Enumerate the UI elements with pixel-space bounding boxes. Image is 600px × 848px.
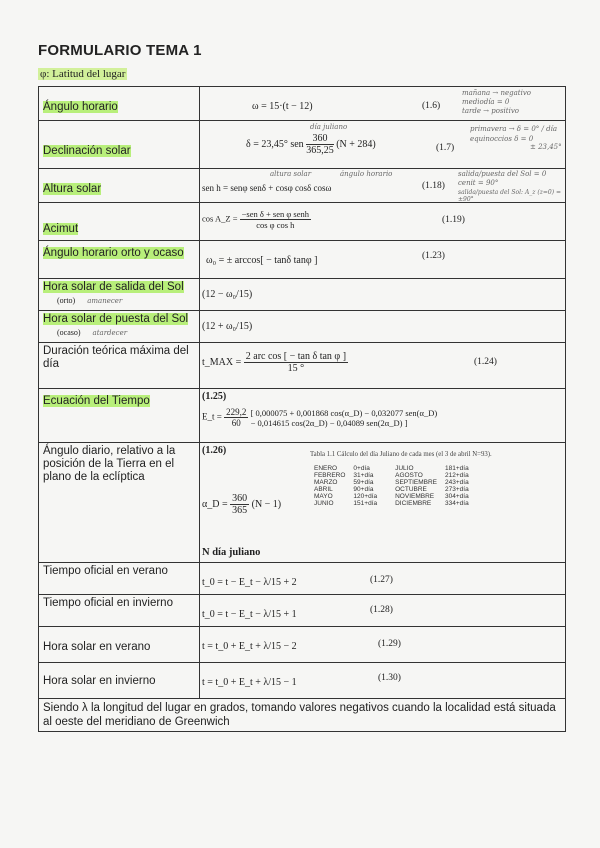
formula-cell <box>200 389 566 443</box>
latitude-label: φ: Latitud del lugar <box>40 68 126 80</box>
equation-number: (1.6) <box>422 101 441 111</box>
equation-number: (1.19) <box>442 215 465 225</box>
handwritten-note: día juliano <box>310 123 348 131</box>
handwritten-note: mañana → negativo <box>462 89 532 97</box>
handwritten-note: salida/puesta del Sol = 0 <box>458 170 547 178</box>
row-label: Declinación solar <box>39 121 200 169</box>
row-label: Ángulo horario <box>39 87 200 121</box>
table-row <box>39 443 566 563</box>
table-row <box>39 389 566 443</box>
handwritten-note: salida/puesta del Sol: A_z (z=0) = ±90° <box>458 189 561 203</box>
formula: t_0 = t − E_t − λ/15 + 1 <box>202 609 297 620</box>
formula-cell <box>200 203 566 241</box>
row-label: Tiempo oficial en invierno <box>39 595 200 627</box>
formula: α_D = $\frac{360}{365}$ (N − 1) <box>202 493 282 516</box>
table-row <box>39 121 566 169</box>
equation-number: (1.30) <box>378 673 401 683</box>
table-row <box>39 87 566 121</box>
formula: t = t_0 + E_t + λ/15 − 2 <box>202 641 297 652</box>
row-label: Hora solar de puesta del Sol (ocaso) atardecer <box>39 311 200 343</box>
formula-cell <box>200 279 566 311</box>
handwritten-note: mediodía = 0 <box>462 98 510 106</box>
formula: t_0 = t − E_t − λ/15 + 2 <box>202 577 297 588</box>
formula: t = t_0 + E_t + λ/15 − 1 <box>202 677 297 688</box>
row-label: Duración teórica máxima del día <box>39 343 200 389</box>
table-row <box>39 203 566 241</box>
row-label: Hora solar de salida del Sol (orto) amanecer <box>39 279 200 311</box>
table-row <box>39 699 566 732</box>
formula-cell <box>200 311 566 343</box>
formula: cos A_Z = $\frac{\text{−sen δ + sen φ senh}}{\text{cos φ cos h}}$ <box>202 209 309 230</box>
row-label: Altura solar <box>39 169 200 203</box>
formula-cell <box>200 627 566 663</box>
table-row <box>39 311 566 343</box>
table-row <box>39 169 566 203</box>
formula: (12 − ω₀/15) <box>202 289 253 300</box>
formula-cell <box>200 443 566 563</box>
formula-cell <box>200 595 566 627</box>
formula-cell <box>200 87 566 121</box>
equation-number: (1.18) <box>422 181 445 191</box>
table-row: MAYO 120+día NOVIEMBRE 304+día <box>314 493 469 500</box>
formula-cell <box>200 121 566 169</box>
handwritten-note: cenit = 90° <box>458 179 499 187</box>
row-label: Ecuación del Tiempo <box>39 389 200 443</box>
table-row: ENERO 0+día JULIO 181+día <box>314 465 469 472</box>
table-row: MARZO 59+día SEPTIEMBRE 243+día <box>314 479 469 486</box>
row-label: Hora solar en verano <box>39 627 200 663</box>
formula: δ = 23,45° sen $\frac{360}{365,25}$ (N + 284) <box>246 133 376 156</box>
equation-number: (1.27) <box>370 575 393 585</box>
row-label: Ángulo diario, relativo a la posición de la Tierra en el plano de la eclíptica <box>39 443 200 563</box>
page-title: FORMULARIO TEMA 1 <box>38 42 202 59</box>
row-label: Hora solar en invierno <box>39 663 200 699</box>
handwritten-note: altura solar <box>270 170 312 178</box>
equation-number: (1.23) <box>422 251 445 261</box>
table-row <box>39 279 566 311</box>
handwritten-note: equinoccios δ = 0 <box>470 135 534 143</box>
table-row: ABRIL 90+día OCTUBRE 273+día <box>314 486 469 493</box>
formula: E_t = $\frac{229,2}{60}$ [ 0,000075 + 0,001868 cos(α_D) − 0,032077 sen(α_D) − 0,014615 cos(2α_D) − 0,04089 sen(2α_D) ] <box>202 407 438 428</box>
formula: ω₀ = ± arccos[ − tanδ tanφ ] <box>206 255 318 266</box>
handwritten-note: ángulo horario <box>340 170 393 178</box>
formula: (12 + ω₀/15) <box>202 321 253 332</box>
handwritten-note: ± 23,45° <box>530 143 562 151</box>
formula-cell <box>200 169 566 203</box>
row-label: Ángulo horario orto y ocaso <box>39 241 200 279</box>
table-row <box>39 595 566 627</box>
equation-number: (1.28) <box>370 605 393 615</box>
table-row <box>39 241 566 279</box>
equation-number: (1.24) <box>474 357 497 367</box>
table-row <box>39 663 566 699</box>
table-row: JUNIO 151+día DICIEMBRE 334+día <box>314 500 469 507</box>
months-table <box>310 465 473 507</box>
formula: t_MAX = $\frac{\text{2 arc cos [ − tan δ tan φ ]}}{15 ^\circ}$ <box>202 351 347 374</box>
table-row <box>39 563 566 595</box>
row-label: Tiempo oficial en verano <box>39 563 200 595</box>
handwritten-note: tarde → positivo <box>462 107 520 115</box>
equation-number: (1.7) <box>436 143 455 153</box>
equation-number: (1.25) <box>202 391 227 402</box>
months-table-title: Tabla 1.1 Cálculo del día Juliano de cada mes (el 3 de abril N=93). <box>310 451 492 458</box>
footer-note: Siendo λ la longitud del lugar en grados, tomando valores negativos cuando la localidad está situada al oeste del meridiano de Greenwich <box>39 699 566 732</box>
table-row: FEBRERO 31+día AGOSTO 212+día <box>314 472 469 479</box>
formula-cell <box>200 241 566 279</box>
formula-cell <box>200 663 566 699</box>
equation-number: (1.26) <box>202 445 227 456</box>
julian-day-label: N día juliano <box>202 547 261 558</box>
formula-cell <box>200 563 566 595</box>
formula-table <box>38 86 566 732</box>
formula: sen h = senφ senδ + cosφ cosδ cosω <box>202 183 332 193</box>
table-row <box>39 343 566 389</box>
equation-number: (1.29) <box>378 639 401 649</box>
formula: ω = 15·(t − 12) <box>252 101 313 112</box>
formula-cell <box>200 343 566 389</box>
table-row <box>39 627 566 663</box>
row-label: Acimut <box>39 203 200 241</box>
handwritten-note: primavera → δ = 0° / día <box>470 125 557 133</box>
